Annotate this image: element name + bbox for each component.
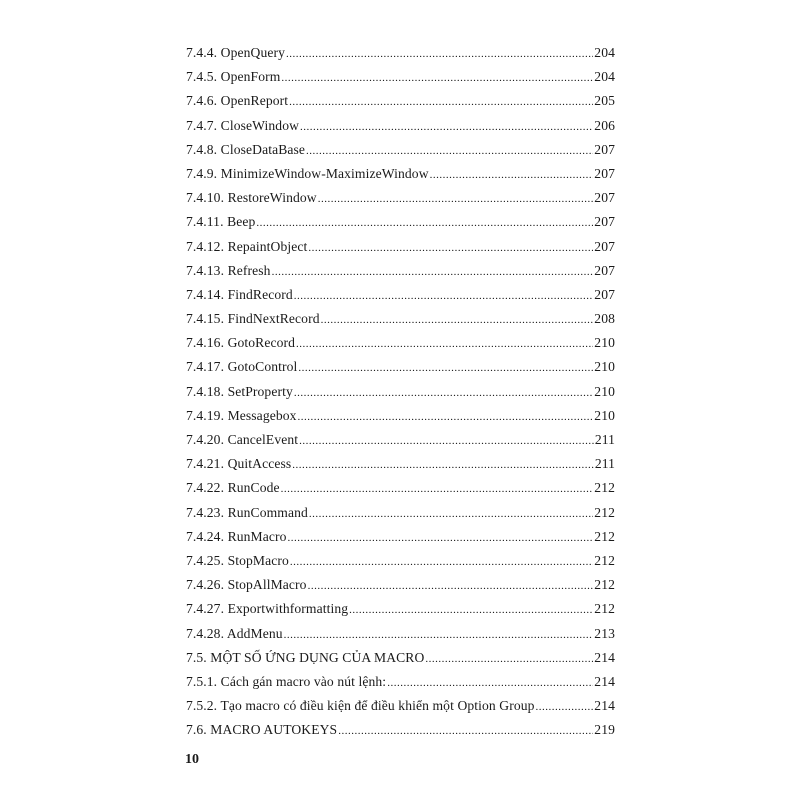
toc-entry-page: 207 — [594, 190, 615, 206]
toc-entry-page: 207 — [594, 238, 615, 254]
toc-entry-page: 214 — [594, 698, 615, 714]
toc-dot-leader — [306, 139, 593, 163]
toc-dot-leader — [425, 647, 593, 671]
toc-entry-page: 211 — [594, 456, 615, 472]
toc-entry-title: 7.6. MACRO AUTOKEYS — [186, 722, 338, 738]
toc-entry-title: 7.4.20. CancelEvent — [186, 432, 299, 447]
toc-entry-page: 207 — [594, 141, 615, 157]
toc-entry — [186, 331, 615, 355]
toc-entry-page: 212 — [594, 577, 615, 593]
toc-entry-page: 212 — [594, 601, 615, 617]
toc-entry-title: 7.4.24. RunMacro — [186, 528, 287, 544]
toc-entry-title: 7.4.12. RepaintObject — [186, 238, 308, 254]
toc-dot-leader — [298, 405, 594, 429]
toc-entry-title: 7.4.19. Messagebox — [186, 407, 297, 423]
toc-dot-leader — [321, 308, 594, 332]
toc-entry-page: 205 — [594, 93, 615, 109]
toc-entry — [186, 355, 615, 379]
toc-entry — [186, 259, 615, 283]
toc-dot-leader — [298, 356, 593, 380]
toc-entry-title: 7.5.1. Cách gán macro vào nút lệnh: — [186, 673, 387, 689]
toc-entry-title: 7.4.5. OpenForm — [186, 69, 281, 85]
toc-entry — [186, 549, 615, 573]
toc-entry-page: 212 — [594, 504, 615, 520]
toc-entry — [186, 283, 615, 307]
toc-dot-leader — [309, 502, 593, 526]
toc-entry-page: 210 — [594, 359, 615, 375]
toc-entry-title: 7.4.10. RestoreWindow — [186, 190, 317, 206]
toc-entry-page: 213 — [594, 625, 615, 641]
toc-dot-leader — [300, 115, 593, 139]
toc-dot-leader — [289, 90, 593, 114]
toc-entry — [186, 501, 615, 525]
toc-entry — [186, 622, 615, 646]
toc-dot-leader — [430, 163, 594, 187]
toc-entry — [186, 525, 615, 549]
toc-entry-page: 207 — [594, 286, 615, 302]
toc-entry-title: 7.4.27. Exportwithformatting — [186, 601, 349, 617]
toc-dot-leader — [296, 332, 593, 356]
toc-entry-title: 7.4.11. Beep — [186, 214, 256, 230]
toc-entry-page: 212 — [594, 480, 615, 496]
toc-entry — [186, 89, 615, 113]
toc-dot-leader — [272, 260, 594, 284]
toc-entry-title: 7.4.22. RunCode — [186, 480, 280, 496]
toc-entry-title: 7.4.26. StopAllMacro — [186, 577, 307, 593]
toc-entry — [186, 670, 615, 694]
toc-entry-page: 207 — [594, 262, 615, 278]
toc-entry-title: 7.4.6. OpenReport — [186, 93, 289, 109]
toc-dot-leader — [294, 381, 593, 405]
toc-entry-title: 7.4.18. SetProperty — [186, 383, 293, 399]
toc-entry — [186, 694, 615, 718]
toc-entry — [186, 646, 615, 670]
toc-dot-leader — [308, 236, 593, 260]
toc-dot-leader — [318, 187, 594, 211]
toc-dot-leader — [387, 671, 593, 695]
toc-entry — [186, 307, 615, 331]
toc-entry-title: 7.4.25. StopMacro — [186, 552, 289, 568]
toc-entry-page: 204 — [594, 69, 615, 85]
toc-entry — [186, 597, 615, 621]
toc-dot-leader — [292, 453, 594, 477]
toc-entry-page: 208 — [594, 311, 615, 327]
toc-entry-title: 7.4.23. RunCommand — [186, 504, 308, 520]
toc-dot-leader — [536, 695, 594, 719]
toc-entry-page: 210 — [594, 407, 615, 423]
table-of-contents — [186, 41, 615, 742]
toc-entry — [186, 138, 615, 162]
toc-dot-leader — [284, 623, 594, 647]
toc-dot-leader — [256, 211, 593, 235]
toc-entry — [186, 186, 615, 210]
toc-entry-title: 7.4.17. GotoControl — [186, 359, 298, 375]
toc-dot-leader — [290, 550, 593, 574]
toc-entry — [186, 428, 615, 452]
toc-entry-page: 210 — [594, 383, 615, 399]
toc-dot-leader — [288, 526, 594, 550]
toc-entry-page: 210 — [594, 335, 615, 351]
toc-entry — [186, 573, 615, 597]
toc-entry-title: 7.4.7. CloseWindow — [186, 117, 300, 133]
toc-entry-title: 7.4.21. QuitAccess — [186, 456, 292, 472]
toc-entry — [186, 162, 615, 186]
toc-entry-title: 7.4.14. FindRecord — [186, 286, 293, 302]
toc-entry-title: 7.5. MỘT SỐ ỨNG DỤNG CỦA MACRO — [186, 649, 425, 665]
toc-entry-page: 206 — [594, 117, 615, 133]
page-number: 10 — [185, 752, 199, 767]
toc-entry-title: 7.4.4. OpenQuery — [186, 45, 285, 60]
toc-entry-title: 7.5.2. Tạo macro có điều kiện để điều khiển một Option Group — [186, 698, 535, 714]
toc-entry — [186, 235, 615, 259]
toc-entry — [186, 476, 615, 500]
toc-entry-page: 207 — [594, 165, 615, 181]
toc-entry — [186, 380, 615, 404]
toc-dot-leader — [294, 284, 594, 308]
toc-entry-title: 7.4.13. Refresh — [186, 262, 271, 278]
toc-entry-page: 212 — [594, 552, 615, 568]
toc-entry-title: 7.4.16. GotoRecord — [186, 335, 296, 351]
toc-dot-leader — [281, 477, 594, 501]
toc-entry-title: 7.4.15. FindNextRecord — [186, 311, 320, 327]
toc-entry-page: 212 — [594, 528, 615, 544]
toc-entry-title: 7.4.28. AddMenu — [186, 625, 283, 641]
toc-entry — [186, 65, 615, 89]
toc-dot-leader — [286, 42, 593, 66]
toc-entry — [186, 114, 615, 138]
toc-entry — [186, 452, 615, 476]
toc-dot-leader — [338, 719, 593, 743]
toc-entry-page: 207 — [594, 214, 615, 230]
toc-dot-leader — [308, 574, 594, 598]
toc-entry — [186, 404, 615, 428]
toc-entry-page: 211 — [594, 432, 615, 447]
toc-dot-leader — [349, 598, 593, 622]
toc-entry — [186, 41, 615, 65]
toc-entry-page: 214 — [594, 673, 615, 689]
toc-entry — [186, 718, 615, 742]
toc-entry-page: 219 — [594, 722, 615, 738]
toc-entry-title: 7.4.9. MinimizeWindow-MaximizeWindow — [186, 165, 429, 181]
toc-entry-title: 7.4.8. CloseDataBase — [186, 141, 306, 157]
toc-entry-page: 204 — [594, 45, 615, 60]
toc-entry-page: 214 — [594, 649, 615, 665]
toc-entry — [186, 210, 615, 234]
toc-dot-leader — [299, 429, 594, 453]
toc-dot-leader — [281, 66, 593, 90]
